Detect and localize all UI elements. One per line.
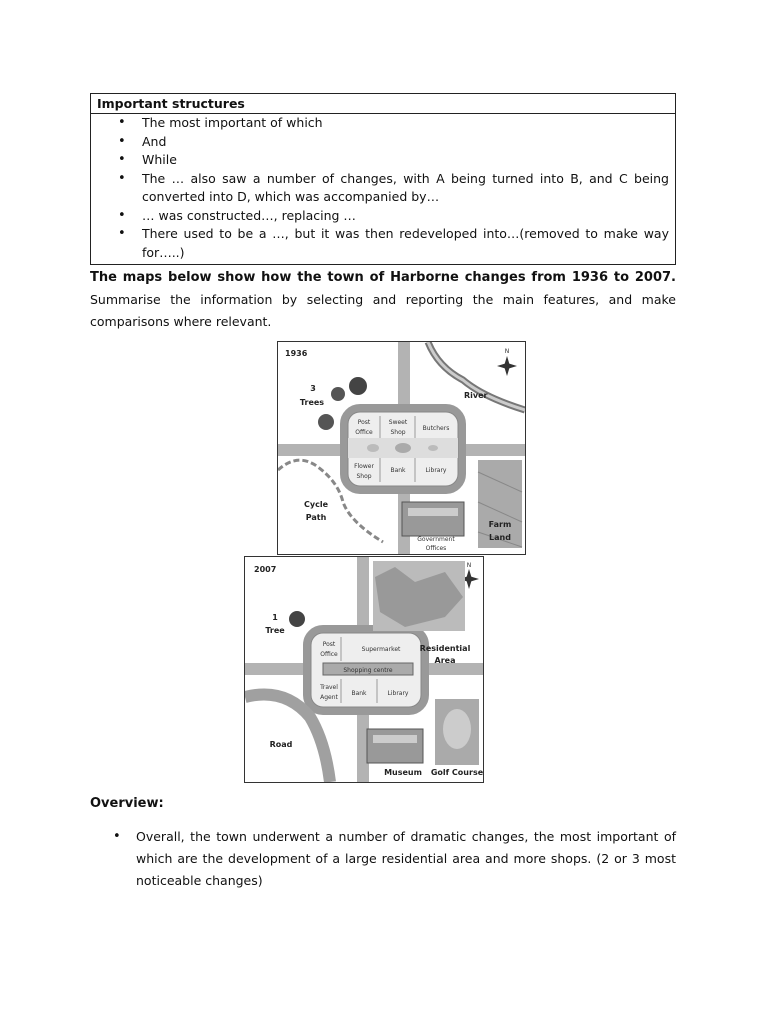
label-sweet: Sweet	[388, 419, 408, 426]
structures-list	[91, 114, 675, 262]
label-shopping-centre: Shopping centre	[343, 667, 393, 674]
label-tree: Tree	[265, 626, 285, 635]
label-post: Post	[322, 641, 336, 648]
label-path: Path	[305, 513, 327, 522]
list-item: • And	[91, 133, 675, 152]
label-trees: Trees	[299, 398, 325, 407]
svg-text:N: N	[504, 348, 510, 355]
label-river: River	[464, 391, 488, 400]
map-1936	[277, 341, 526, 555]
label-agent: Agent	[320, 694, 338, 701]
label-area: Area	[434, 656, 456, 665]
tree-icon	[289, 611, 305, 627]
table-heading: Important structures	[91, 94, 675, 114]
label-office: Office	[320, 651, 338, 658]
label-offices: Offices	[425, 545, 447, 552]
label-office: Office	[355, 429, 373, 436]
map-2007	[244, 556, 484, 783]
label-shop: Shop	[390, 429, 406, 436]
label-post: Post	[357, 419, 371, 426]
list-item: • While	[91, 151, 675, 170]
label-farm: Farm	[488, 520, 512, 529]
label-land: Land	[489, 533, 511, 542]
list-item: • … was constructed…, replacing …	[91, 207, 675, 226]
map-year-2007: 2007	[254, 565, 277, 574]
task-bold: The maps below show how the town of Harborne changes from 1936 to 2007.	[90, 270, 676, 285]
label-supermarket: Supermarket	[361, 646, 401, 653]
label-travel: Travel	[320, 684, 338, 691]
task-prompt	[90, 266, 676, 333]
label-3: 3	[310, 384, 316, 393]
label-flower-shop: Shop	[356, 473, 372, 480]
label-cycle: Cycle	[304, 500, 328, 509]
list-item: • There used to be a …, but it was then redeveloped into…(removed to make way for…..)	[91, 225, 675, 262]
label-golf-course: Golf Course	[430, 768, 483, 777]
overview-item: • Overall, the town underwent a number of dramatic changes, the most important of which are the development of a large residential area and more shops. (2 or 3 most noticeable changes)	[90, 826, 676, 892]
task-rest: Summarise the information by selecting and reporting the main features, and make comparisons where relevant.	[90, 292, 676, 329]
important-structures-table	[90, 93, 676, 265]
svg-text:N: N	[466, 562, 472, 569]
label-bank: Bank	[390, 467, 406, 474]
label-government: Government	[417, 536, 455, 543]
label-flower: Flower	[354, 463, 374, 470]
label-butchers: Butchers	[422, 425, 450, 432]
label-road: Road	[269, 740, 293, 749]
list-item: • The … also saw a number of changes, with A being turned into B, and C being converted into D, which was accompanied by…	[91, 170, 675, 207]
label-bank: Bank	[351, 690, 367, 697]
compass-icon	[497, 348, 517, 376]
label-museum: Museum	[384, 768, 422, 777]
label-library: Library	[387, 690, 409, 697]
label-residential: Residential	[419, 644, 471, 653]
list-item: • The most important of which	[91, 114, 675, 133]
label-1: 1	[272, 613, 278, 622]
map-year-1936: 1936	[285, 349, 308, 358]
overview-heading: Overview:	[90, 796, 164, 811]
label-library: Library	[425, 467, 447, 474]
